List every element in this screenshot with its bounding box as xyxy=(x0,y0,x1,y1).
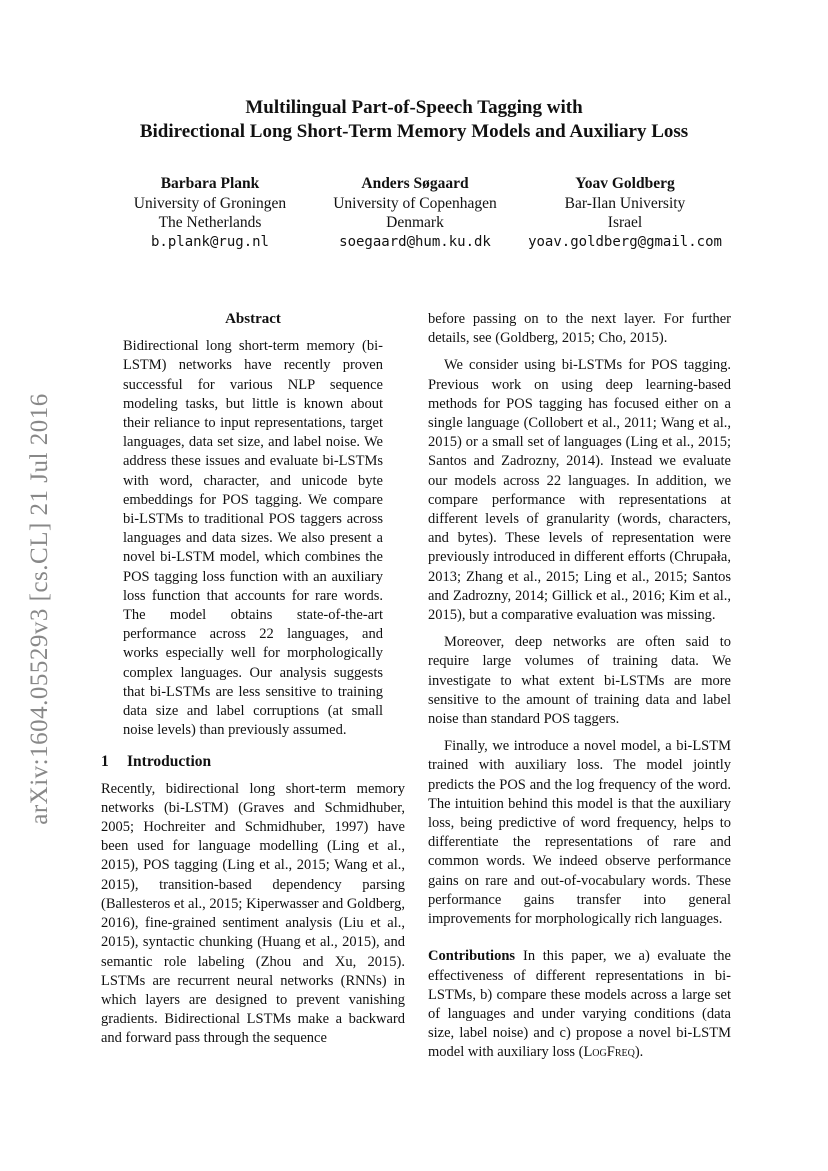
contributions-end: ). xyxy=(634,1044,644,1061)
arxiv-stamp xyxy=(18,0,62,1171)
intro-paragraph-4: Finally, we introduce a novel model, a bi-LSTM trained with auxiliary loss. The model jointly predicts the POS and the log frequency of the word. The intuition behind this model is that the auxiliary loss, being predictive of word frequency, helps to differentiate the representations of rare and common words. We indeed observe performance gains on rare and out-of-vocabulary words. These performance gains transfer into general improvements for morphologically rich languages. xyxy=(428,738,731,928)
title-line-1: Multilingual Part-of-Speech Tagging with xyxy=(245,97,583,118)
contributions-heading: Contributions xyxy=(428,948,516,965)
right-column xyxy=(428,310,731,1071)
left-column xyxy=(101,310,405,1057)
author-1 xyxy=(110,174,310,252)
section-heading xyxy=(101,752,405,771)
abstract-heading: Abstract xyxy=(225,311,281,327)
intro-paragraph-3: Moreover, deep networks are often said to require large volumes of training data. We investigate to what extent bi-LSTMs are more sensitive to the amount of training data and label noise than standard POS taggers. xyxy=(428,634,731,728)
author-affiliation: University of Copenhagen xyxy=(333,194,497,212)
author-country: Denmark xyxy=(386,214,444,231)
author-country: Israel xyxy=(607,214,643,231)
author-name: Barbara Plank xyxy=(160,175,260,192)
author-name: Yoav Goldberg xyxy=(575,175,675,192)
title-line-2: Bidirectional Long Short-Term Memory Models and Auxiliary Loss xyxy=(139,121,689,142)
abstract-text: Bidirectional long short-term memory (bi-LSTM) networks have recently proven successful for various NLP sequence modeling tasks, but little is known about their reliance to input representations, target languages, data set size, and label noise. We address these issues and evaluate bi-LSTMs with word, character, and unicode byte embeddings for POS tagging. We compare bi-LSTMs to traditional POS taggers across languages and data sizes. We also present a novel bi-LSTM model, which combines the POS tagging loss function with an auxiliary loss function that accounts for rare words. The model obtains state-of-the-art performance across 22 languages, and works especially well for morphologically complex languages. Our analysis suggests that bi-LSTMs are less sensitive to training data size and label corruptions (at small noise levels) than previously assumed. xyxy=(123,338,383,739)
author-email: b.plank@rug.nl xyxy=(150,233,269,250)
contributions-text: In this paper, we a) evaluate the effectiveness of different representations in bi-LSTMs, b) compare these models across a large set of languages and under varying conditions (data size, label noise) and c) propose a novel bi-LSTM model with auxiliary loss ( xyxy=(428,948,731,1061)
section-number: 1 xyxy=(101,753,109,771)
author-name: Anders Søgaard xyxy=(361,175,469,192)
author-email: yoav.goldberg@gmail.com xyxy=(528,233,722,250)
paper-title xyxy=(0,96,828,144)
author-2 xyxy=(310,174,520,252)
author-affiliation: University of Groningen xyxy=(133,194,287,212)
arxiv-stamp-text: arXiv:1604.05529v3 [cs.CL] 21 Jul 2016 xyxy=(26,393,53,825)
intro-paragraph-1: Recently, bidirectional long short-term memory networks (bi-LSTM) (Graves and Schmidhuber, 2005; Hochreiter and Schmidhuber, 1997) have been used for language modelling (Ling et al., 2015), POS tagging (Ling et al., 2015; Wang et al., 2015), transition-based dependency parsing (Ballesteros et al., 2015; Kiperwasser and Goldberg, 2016), fine-grained sentiment analysis (Liu et al., 2015), syntactic chunking (Huang et al., 2015), and semantic role labeling (Zhou and Xu, 2015). LSTMs are recurrent neural networks (RNNs) in which layers are designed to prevent vanishing gradients. Bidirectional LSTMs make a backward and forward pass through the sequence xyxy=(101,780,405,1047)
contributions-paragraph xyxy=(428,947,731,1062)
intro-continuation: before passing on to the next layer. For further details, see (Goldberg, 2015; Cho, 2015). xyxy=(428,311,731,347)
model-name: LogFreq xyxy=(583,1044,635,1061)
section-title: Introduction xyxy=(127,753,212,771)
author-affiliation: Bar-Ilan University xyxy=(564,194,686,212)
author-email: soegaard@hum.ku.dk xyxy=(339,233,491,250)
author-3 xyxy=(500,174,750,252)
intro-paragraph-2: We consider using bi-LSTMs for POS tagging. Previous work on using deep learning-based methods for POS tagging has focused either on a single language (Collobert et al., 2011; Wang et al., 2015) or a small set of languages (Ling et al., 2015; Santos and Zadrozny, 2014). Instead we evaluate our models across 22 languages. In addition, we compare performance with representations at different levels of granularity (words, characters, and bytes). These levels of representation were previously introduced in different efforts (Chrupała, 2013; Zhang et al., 2015; Ling et al., 2015; Santos and Zadrozny, 2014; Gillick et al., 2016; Kim et al., 2015), but a comparative evaluation was missing. xyxy=(428,357,731,624)
author-country: The Netherlands xyxy=(158,214,262,231)
